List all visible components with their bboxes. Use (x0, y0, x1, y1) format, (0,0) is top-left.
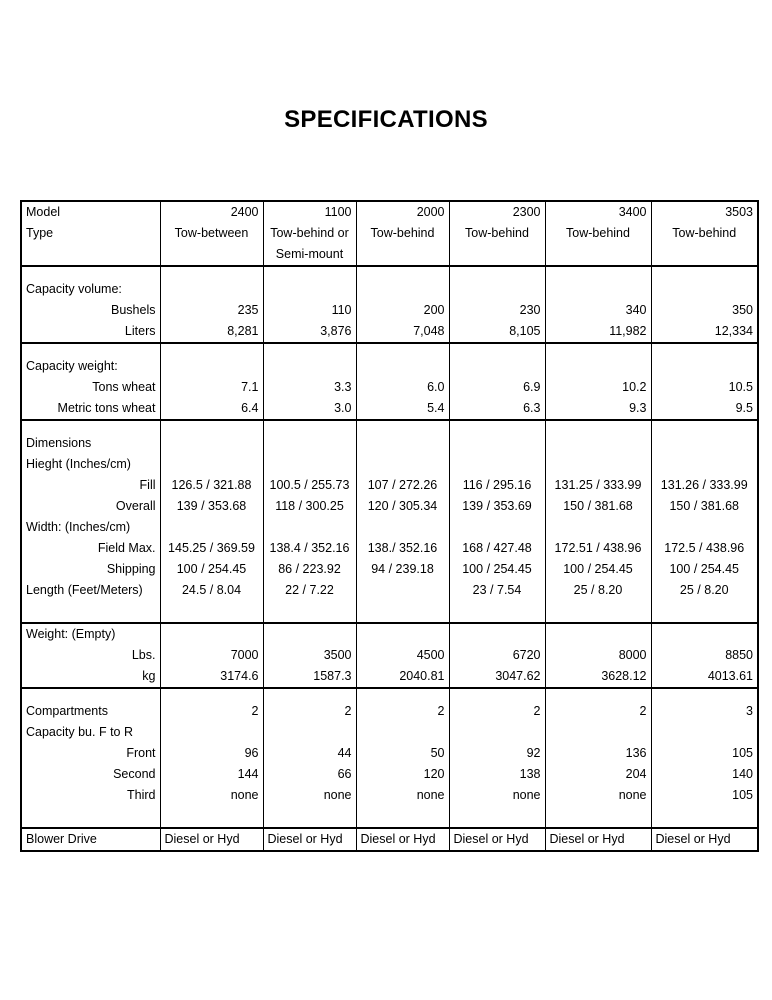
liters-value: 12,334 (714, 324, 753, 338)
length-value: 24.5 / 8.04 (181, 583, 242, 597)
section-heading: Dimensions (26, 436, 92, 450)
row-label: kg (142, 669, 156, 683)
shipping-value: 100 / 254.45 (176, 562, 247, 576)
second-value: 66 (337, 767, 352, 781)
front-value: 105 (732, 746, 753, 760)
section-heading: Capacity weight: (26, 359, 118, 373)
row-label: Second (113, 767, 156, 781)
bushels-value: 230 (519, 303, 541, 317)
header-row (21, 201, 758, 266)
page-title: SPECIFICATIONS (284, 106, 488, 133)
length-value: 22 / 7.22 (285, 583, 334, 597)
overall-value: 139 / 353.68 (176, 499, 247, 513)
lbs-value: 3500 (323, 648, 352, 662)
third-value: none (618, 788, 647, 802)
compartment-count: 2 (437, 704, 445, 718)
fill-value: 131.26 / 333.99 (660, 478, 748, 492)
row-label: Liters (124, 324, 156, 338)
shipping-value: 100 / 254.45 (462, 562, 532, 576)
length-value: 25 / 8.20 (679, 583, 729, 597)
liters-value: 3,876 (320, 324, 352, 338)
model-number: 2400 (230, 205, 259, 219)
length-value: 23 / 7.54 (472, 583, 522, 597)
bushels-value: 235 (237, 303, 259, 317)
length-value (361, 580, 445, 601)
overall-value: 118 / 300.25 (275, 499, 344, 513)
third-value: 105 (732, 788, 753, 802)
capacity-weight-section (21, 343, 758, 420)
model-type: Tow-behind (465, 226, 529, 240)
specifications-table (20, 200, 759, 852)
type-label: Type (26, 226, 54, 240)
row-label: Overall (115, 499, 156, 513)
second-value: 204 (625, 767, 647, 781)
liters-value: 8,105 (509, 324, 541, 338)
blower-value: Diesel or Hyd (449, 828, 545, 851)
sub-heading: Hieght (Inches/cm) (26, 457, 131, 471)
second-value: 120 (423, 767, 445, 781)
compartment-count: 2 (344, 704, 352, 718)
lbs-value: 8850 (725, 648, 753, 662)
fill-value: 116 / 295.16 (462, 478, 532, 492)
second-value: 138 (519, 767, 541, 781)
model-type-2 (165, 244, 259, 265)
metric-tons-value: 9.3 (629, 401, 647, 415)
third-value: none (512, 788, 541, 802)
blower-value: Diesel or Hyd (160, 828, 263, 851)
row-label: Metric tons wheat (57, 401, 156, 415)
overall-value: 150 / 381.68 (669, 499, 739, 513)
metric-tons-value: 6.3 (523, 401, 541, 415)
third-value: none (323, 788, 352, 802)
tons-value: 3.3 (334, 380, 352, 394)
shipping-value: 86 / 223.92 (278, 562, 341, 576)
second-value: 144 (237, 767, 259, 781)
kg-value: 3047.62 (495, 669, 541, 683)
third-value: none (230, 788, 259, 802)
field-value: 172.51 / 438.96 (554, 541, 642, 555)
row-label: Bushels (111, 303, 156, 317)
blower-value: Diesel or Hyd (545, 828, 651, 851)
compartments-section (21, 688, 758, 828)
compartment-count: 3 (746, 704, 753, 718)
row-label: Field Max. (97, 541, 156, 555)
model-col-6 (651, 201, 758, 266)
shipping-value: 100 / 254.45 (669, 562, 739, 576)
tons-value: 6.0 (427, 380, 445, 394)
model-col-3 (356, 201, 449, 266)
row-label: Front (126, 746, 156, 760)
field-value: 172.5 / 438.96 (664, 541, 745, 555)
kg-value: 1587.3 (313, 669, 352, 683)
model-type: Tow-between (174, 226, 249, 240)
kg-value: 3628.12 (601, 669, 647, 683)
blower-drive-row (21, 828, 758, 851)
section-heading: Compartments (26, 704, 108, 718)
compartment-count: 2 (533, 704, 541, 718)
overall-value: 139 / 353.69 (462, 499, 532, 513)
capacity-volume-section (21, 266, 758, 343)
model-label: Model (26, 205, 61, 219)
model-number: 3400 (618, 205, 647, 219)
model-col-1 (160, 201, 263, 266)
model-type: Tow-behind or (270, 226, 349, 240)
row-label: Blower Drive (21, 828, 160, 851)
front-value: 92 (526, 746, 541, 760)
bushels-value: 340 (625, 303, 647, 317)
row-label: Shipping (106, 562, 156, 576)
model-col-5 (545, 201, 651, 266)
model-type-2 (361, 244, 445, 265)
fill-value: 100.5 / 255.73 (269, 478, 350, 492)
shipping-value: 100 / 254.45 (563, 562, 633, 576)
liters-value: 7,048 (413, 324, 445, 338)
sub-heading: Width: (Inches/cm) (26, 520, 131, 534)
lbs-value: 8000 (618, 648, 647, 662)
liters-value: 8,281 (227, 324, 259, 338)
row-label: Fill (139, 478, 156, 492)
lbs-value: 6720 (512, 648, 541, 662)
model-col-4 (449, 201, 545, 266)
model-number: 2300 (512, 205, 541, 219)
field-value: 168 / 427.48 (462, 541, 532, 555)
bushels-value: 350 (732, 303, 753, 317)
model-type-2: Semi-mount (275, 247, 344, 261)
front-value: 96 (244, 746, 259, 760)
kg-value: 3174.6 (220, 669, 259, 683)
field-value: 138./ 352.16 (367, 541, 438, 555)
row-label: Length (Feet/Meters) (26, 583, 143, 597)
metric-tons-value: 3.0 (334, 401, 352, 415)
model-number: 2000 (416, 205, 445, 219)
metric-tons-value: 6.4 (241, 401, 259, 415)
kg-value: 2040.81 (399, 669, 445, 683)
section-heading: Weight: (Empty) (26, 627, 116, 641)
bushels-value: 110 (331, 303, 352, 317)
compartment-count: 2 (251, 704, 259, 718)
model-number: 1100 (324, 205, 352, 219)
kg-value: 4013.61 (707, 669, 753, 683)
lbs-value: 4500 (416, 648, 445, 662)
liters-value: 11,982 (609, 324, 647, 338)
model-type: Tow-behind (672, 226, 737, 240)
lbs-value: 7000 (230, 648, 259, 662)
model-type-2 (550, 244, 647, 265)
third-value: none (416, 788, 445, 802)
sub-heading: Capacity bu. F to R (26, 725, 133, 739)
metric-tons-value: 5.4 (427, 401, 445, 415)
blower-value: Diesel or Hyd (263, 828, 356, 851)
field-value: 138.4 / 352.16 (269, 541, 350, 555)
row-label: Lbs. (131, 648, 156, 662)
tons-value: 10.5 (728, 380, 753, 394)
model-type-2 (656, 244, 754, 265)
shipping-value: 94 / 239.18 (371, 562, 434, 576)
second-value: 140 (732, 767, 753, 781)
fill-value: 131.25 / 333.99 (554, 478, 642, 492)
overall-value: 150 / 381.68 (563, 499, 633, 513)
tons-value: 6.9 (523, 380, 541, 394)
blower-value: Diesel or Hyd (356, 828, 449, 851)
length-value: 25 / 8.20 (573, 583, 623, 597)
front-value: 50 (430, 746, 445, 760)
section-heading: Capacity volume: (26, 282, 122, 296)
weight-section (21, 623, 758, 688)
dimensions-section (21, 420, 758, 623)
model-type: Tow-behind (370, 226, 435, 240)
row-label: Third (127, 788, 156, 802)
front-value: 136 (625, 746, 647, 760)
blower-value: Diesel or Hyd (651, 828, 758, 851)
tons-value: 10.2 (622, 380, 647, 394)
overall-value: 120 / 305.34 (367, 499, 438, 513)
compartment-count: 2 (639, 704, 647, 718)
model-col-2 (263, 201, 356, 266)
bushels-value: 200 (423, 303, 445, 317)
model-number: 3503 (725, 205, 753, 219)
front-value: 44 (337, 746, 352, 760)
fill-value: 107 / 272.26 (367, 478, 438, 492)
field-value: 145.25 / 369.59 (168, 541, 255, 555)
row-label: Tons wheat (92, 380, 156, 394)
model-type-2 (454, 244, 541, 265)
fill-value: 126.5 / 321.88 (171, 478, 252, 492)
model-type: Tow-behind (566, 226, 630, 240)
tons-value: 7.1 (241, 380, 259, 394)
metric-tons-value: 9.5 (735, 401, 753, 415)
